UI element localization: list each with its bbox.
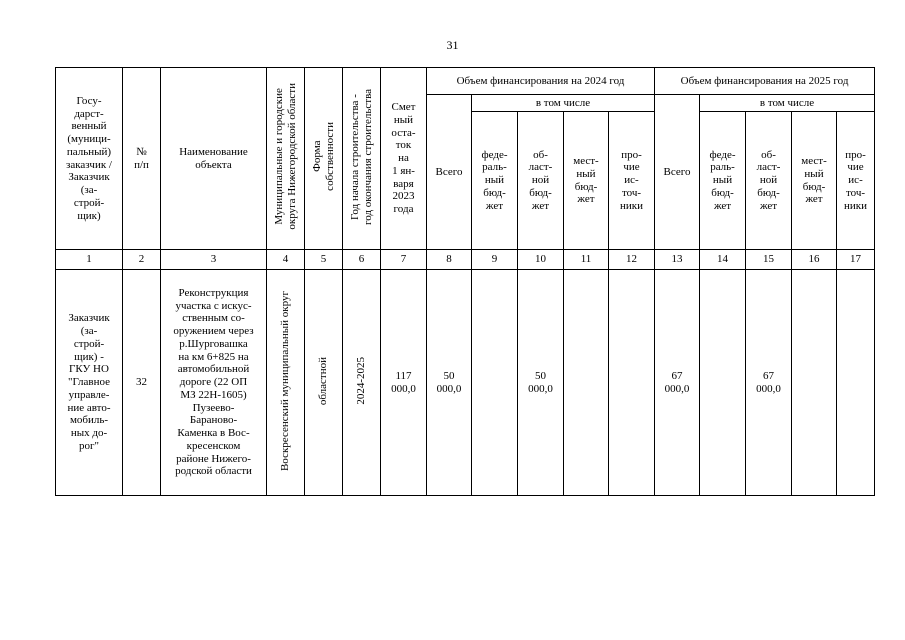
header-other-2025: про- чие ис- точ- ники	[837, 112, 875, 250]
column-number: 2	[123, 250, 161, 270]
header-including-2025: в том числе	[700, 95, 875, 112]
header-other-2024: про- чие ис- точ- ники	[609, 112, 655, 250]
column-number: 1	[56, 250, 123, 270]
header-row-1	[56, 68, 875, 95]
header-regional-2025: об- ласт- ной бюд- жет	[746, 112, 792, 250]
column-number: 12	[609, 250, 655, 270]
column-number: 10	[518, 250, 564, 270]
row-regional-2024: 50 000,0	[518, 270, 564, 496]
row-regional-2025: 67 000,0	[746, 270, 792, 496]
column-number: 13	[655, 250, 700, 270]
row-num: 32	[123, 270, 161, 496]
row-name: Реконструкция участка с искус- ственным со- оружением через р.Шурговашка на км 6+825 на автомобильной дороге (22 ОП МЗ 22Н-1605) Пузеево- Бараново- Каменка в Вос- кресенском районе Нижего- родской области	[161, 270, 267, 496]
header-federal-2025: феде- раль- ный бюд- жет	[700, 112, 746, 250]
header-years: Год начала строительства - год окончания строительства	[343, 68, 381, 250]
header-customer: Госу- дарст- венный (муници- пальный) заказчик / Заказчик (за- строй- щик)	[56, 68, 123, 250]
header-regional-2024: об- ласт- ной бюд- жет	[518, 112, 564, 250]
row-customer: Заказчик (за- строй- щик) - ГКУ НО "Главное управле- ние авто- мобиль- ных до- рог"	[56, 270, 123, 496]
row-other-2025	[837, 270, 875, 496]
row-other-2024	[609, 270, 655, 496]
column-number: 6	[343, 250, 381, 270]
header-total-2024: Всего	[427, 95, 472, 250]
row-local-2025	[792, 270, 837, 496]
header-federal-2024: феде- раль- ный бюд- жет	[472, 112, 518, 250]
row-local-2024	[564, 270, 609, 496]
header-municipality: Муниципальные и городские округа Нижегородской области	[267, 68, 305, 250]
column-number: 4	[267, 250, 305, 270]
row-ownership: областной	[305, 270, 343, 496]
row-total-2025: 67 000,0	[655, 270, 700, 496]
row-federal-2024	[472, 270, 518, 496]
table-row	[56, 270, 875, 496]
header-local-2024: мест- ный бюд- жет	[564, 112, 609, 250]
column-number: 17	[837, 250, 875, 270]
column-number: 5	[305, 250, 343, 270]
row-total-2024: 50 000,0	[427, 270, 472, 496]
header-num: № п/п	[123, 68, 161, 250]
row-estimate: 117 000,0	[381, 270, 427, 496]
header-ownership: Форма собственности	[305, 68, 343, 250]
budget-table	[55, 67, 875, 496]
column-number: 3	[161, 250, 267, 270]
column-number: 15	[746, 250, 792, 270]
row-years: 2024-2025	[343, 270, 381, 496]
header-funding-2024: Объем финансирования на 2024 год	[427, 68, 655, 95]
column-number: 11	[564, 250, 609, 270]
column-numbers-row	[56, 250, 875, 270]
column-number: 7	[381, 250, 427, 270]
header-estimate: Смет ный оста- ток на 1 ян- варя 2023 года	[381, 68, 427, 250]
column-number: 16	[792, 250, 837, 270]
page-number: 31	[446, 38, 459, 52]
column-number: 9	[472, 250, 518, 270]
row-federal-2025	[700, 270, 746, 496]
header-total-2025: Всего	[655, 95, 700, 250]
header-funding-2025: Объем финансирования на 2025 год	[655, 68, 875, 95]
column-number: 8	[427, 250, 472, 270]
header-local-2025: мест- ный бюд- жет	[792, 112, 837, 250]
header-including-2024: в том числе	[472, 95, 655, 112]
header-name: Наименование объекта	[161, 68, 267, 250]
column-number: 14	[700, 250, 746, 270]
row-municipality: Воскресенский муниципальный округ	[267, 270, 305, 496]
